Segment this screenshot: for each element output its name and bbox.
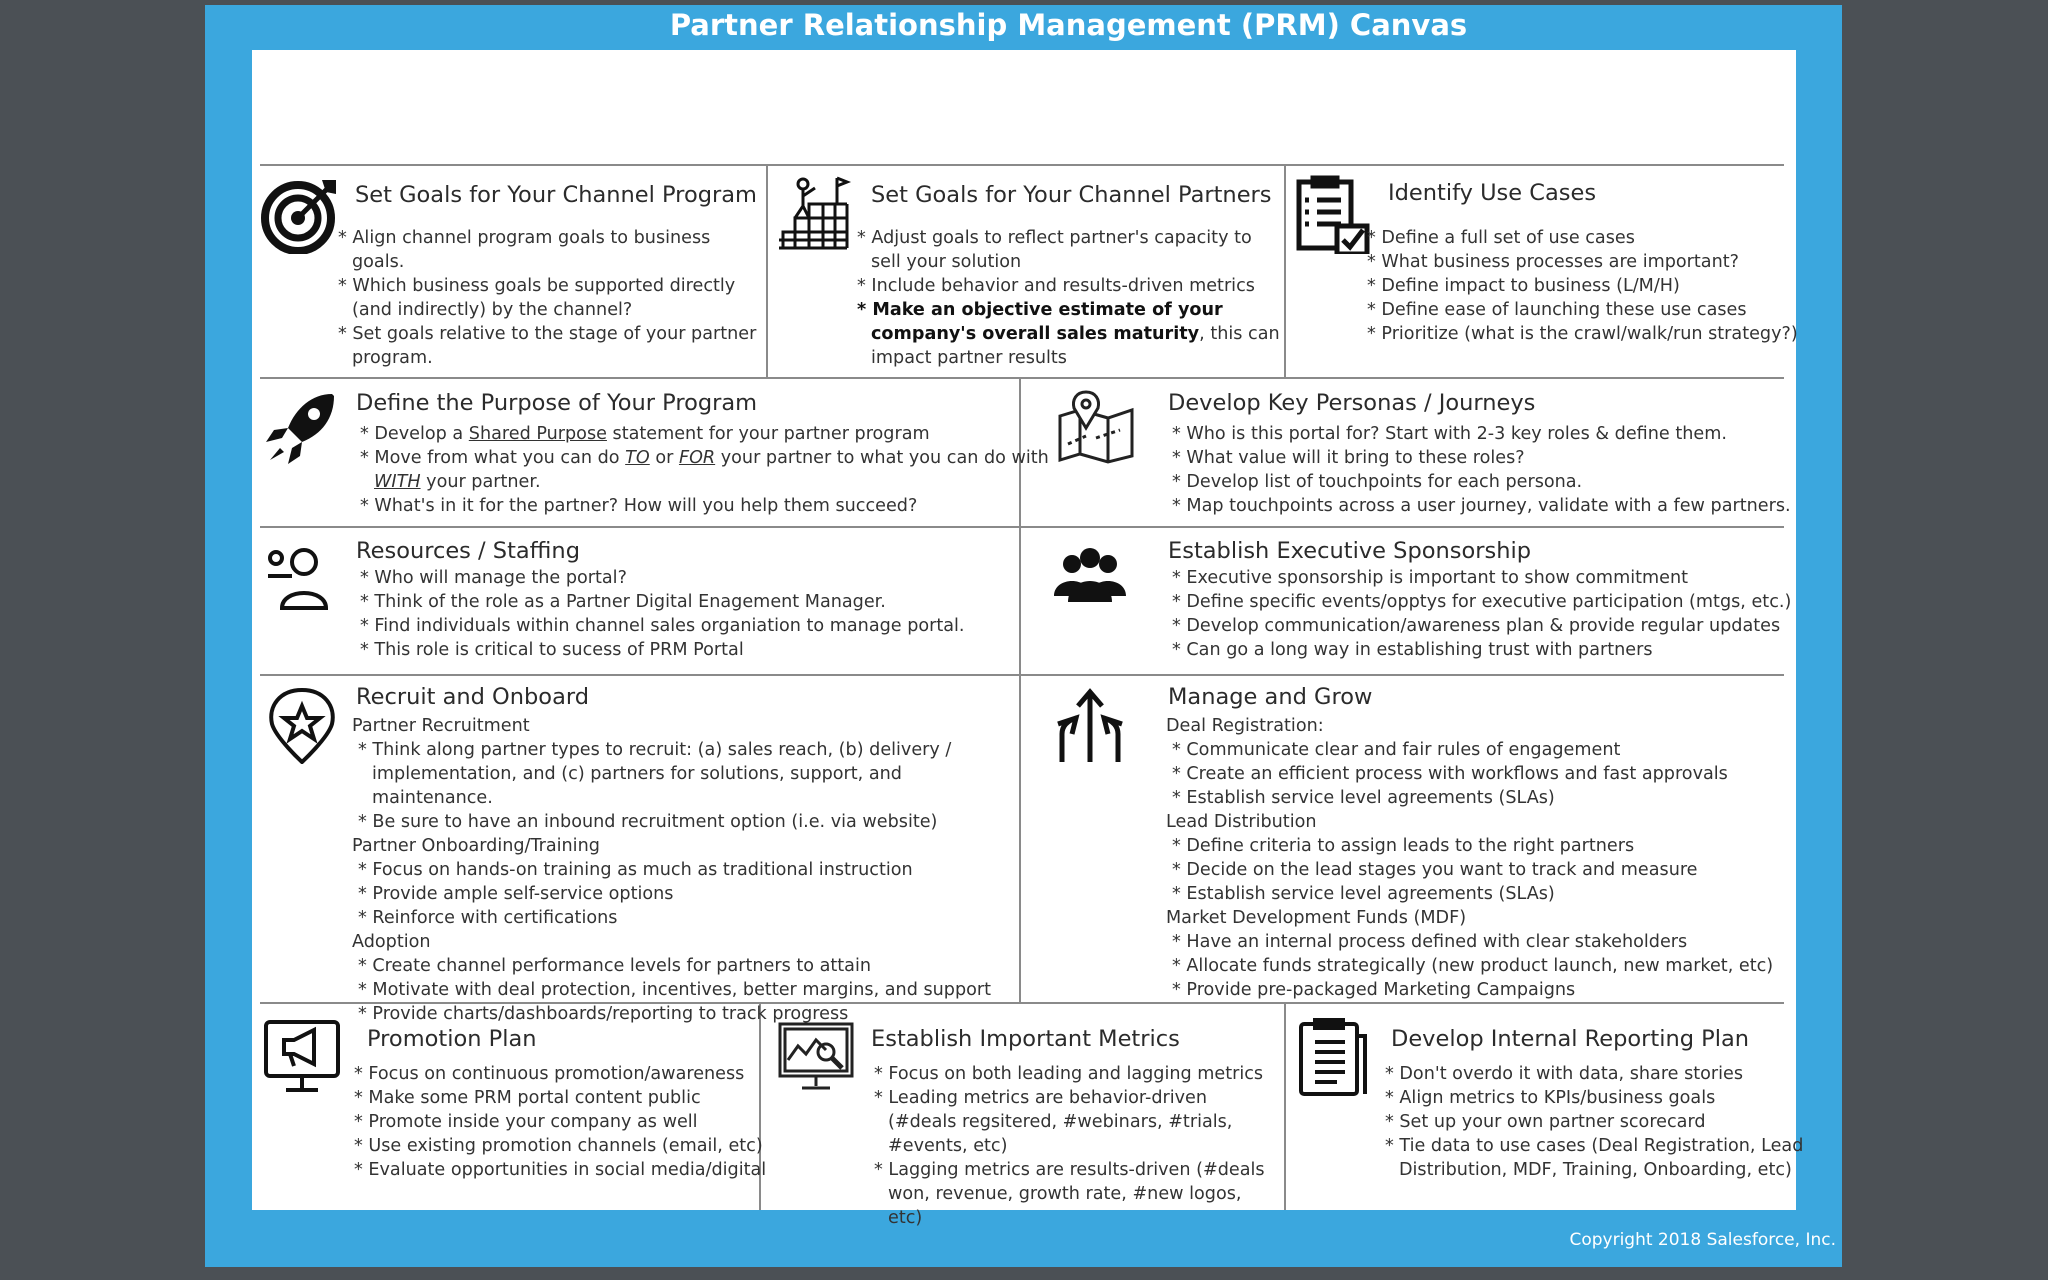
section-items xyxy=(1367,226,1807,346)
document-list-icon xyxy=(1293,1016,1373,1096)
list-item xyxy=(1172,566,1872,590)
page-title: Partner Relationship Management (PRM) Canvas xyxy=(669,8,1468,42)
list-item xyxy=(1172,590,1872,614)
text-segment: * Provide pre-packaged Marketing Campaigns xyxy=(1172,980,1576,1000)
list-item xyxy=(1172,882,1872,906)
list-item xyxy=(1172,978,1872,1002)
list-item xyxy=(1367,274,1807,298)
text-segment: TO xyxy=(625,448,650,468)
list-item xyxy=(1385,1062,1805,1086)
list-item xyxy=(1172,930,1872,954)
list-item xyxy=(1172,954,1872,978)
list-item xyxy=(1367,322,1807,346)
text-segment: * Move from what you can do xyxy=(360,448,626,468)
text-segment: * Establish service level agreements (SLAs) xyxy=(1172,788,1555,808)
text-segment: * What business processes are important? xyxy=(1367,252,1739,272)
list-item xyxy=(1385,1086,1805,1110)
list-item xyxy=(1367,298,1807,322)
text-segment: * What's in it for the partner? How will you help them succeed? xyxy=(360,496,918,516)
list-item xyxy=(360,446,1060,494)
person-gear-icon xyxy=(262,536,342,616)
text-segment: * Define a full set of use cases xyxy=(1367,228,1635,248)
section-heading: Establish Executive Sponsorship xyxy=(1168,538,1532,564)
list-item xyxy=(358,858,1023,882)
subheading xyxy=(352,834,1023,858)
subheading xyxy=(1166,714,1872,738)
text-segment: * Set up your own partner scorecard xyxy=(1385,1112,1706,1132)
list-item xyxy=(857,226,1287,274)
text-segment: Market Development Funds (MDF) xyxy=(1166,908,1467,928)
section-heading: Promotion Plan xyxy=(367,1026,537,1052)
list-item xyxy=(360,494,1060,518)
divider xyxy=(260,377,1784,379)
section-items xyxy=(1172,422,1872,518)
growth-arrows-icon xyxy=(1050,684,1130,764)
subheading xyxy=(352,714,1023,738)
section-heading: Develop Internal Reporting Plan xyxy=(1391,1026,1750,1052)
section-heading: Define the Purpose of Your Program xyxy=(356,390,758,416)
text-segment: or xyxy=(649,448,679,468)
text-segment: * Develop communication/awareness plan & provide regular updates xyxy=(1172,616,1781,636)
clipboard-check-icon xyxy=(1293,174,1373,254)
text-segment: * Define specific events/opptys for executive participation (mtgs, etc.) xyxy=(1172,592,1792,612)
text-segment: Partner Onboarding/Training xyxy=(352,836,600,856)
list-item xyxy=(1172,614,1872,638)
list-item xyxy=(354,1086,774,1110)
list-item xyxy=(1172,422,1872,446)
list-item xyxy=(338,226,758,274)
text-segment: * Promote inside your company as well xyxy=(354,1112,698,1132)
list-item xyxy=(354,1062,774,1086)
list-item xyxy=(358,954,1023,978)
subheading xyxy=(352,930,1023,954)
list-item xyxy=(360,638,1060,662)
divider xyxy=(1284,1002,1286,1210)
text-segment: * Align channel program goals to business goals. xyxy=(338,228,711,272)
list-item xyxy=(358,738,1023,810)
list-item xyxy=(1172,738,1872,762)
section-items xyxy=(360,422,1060,518)
list-item xyxy=(874,1062,1274,1086)
section-heading: Resources / Staffing xyxy=(356,538,580,564)
megaphone-monitor-icon xyxy=(262,1016,342,1096)
text-segment: * Create an efficient process with workflows and fast approvals xyxy=(1172,764,1728,784)
text-segment: * Prioritize (what is the crawl/walk/run strategy?) xyxy=(1367,324,1798,344)
text-segment: * Be sure to have an inbound recruitment option (i.e. via website) xyxy=(358,812,938,832)
list-item xyxy=(358,906,1023,930)
copyright: Copyright 2018 Salesforce, Inc. xyxy=(1569,1230,1836,1250)
text-segment: * Decide on the lead stages you want to track and measure xyxy=(1172,860,1698,880)
text-segment: Lead Distribution xyxy=(1166,812,1317,832)
text-segment: * Develop list of touchpoints for each persona. xyxy=(1172,472,1583,492)
text-segment: * Evaluate opportunities in social media/digital xyxy=(354,1160,767,1180)
list-item xyxy=(360,614,1060,638)
section-items xyxy=(360,566,1060,662)
list-item xyxy=(857,274,1287,298)
text-segment: your partner to what you can do with xyxy=(715,448,1049,468)
text-segment: * Set goals relative to the stage of your partner program. xyxy=(338,324,757,368)
text-segment: * Tie data to use cases (Deal Registration, Lead Distribution, MDF, Training, Onboarding, etc) xyxy=(1385,1136,1804,1180)
text-segment: your partner. xyxy=(420,472,541,492)
text-segment: * Align metrics to KPIs/business goals xyxy=(1385,1088,1716,1108)
text-segment: * Define criteria to assign leads to the right partners xyxy=(1172,836,1635,856)
text-segment: * Who is this portal for? Start with 2-3 key roles & define them. xyxy=(1172,424,1727,444)
text-segment: * Don't overdo it with data, share stories xyxy=(1385,1064,1744,1084)
text-segment: * Which business goals be supported directly (and indirectly) by the channel? xyxy=(338,276,736,320)
list-item xyxy=(1172,470,1872,494)
text-segment: * This role is critical to sucess of PRM Portal xyxy=(360,640,744,660)
text-segment: * Focus on hands-on training as much as traditional instruction xyxy=(358,860,913,880)
text-segment: * Create channel performance levels for partners to attain xyxy=(358,956,872,976)
list-item xyxy=(857,298,1287,370)
text-segment: * Establish service level agreements (SLAs) xyxy=(1172,884,1555,904)
list-item xyxy=(338,322,758,370)
divider xyxy=(260,164,1784,166)
list-item xyxy=(1172,494,1872,518)
section-heading: Identify Use Cases xyxy=(1388,180,1597,206)
map-pin-icon xyxy=(1056,386,1136,466)
text-segment: * Find individuals within channel sales organiation to manage portal. xyxy=(360,616,965,636)
list-item xyxy=(338,274,758,322)
list-item xyxy=(1385,1110,1805,1134)
text-segment: * Can go a long way in establishing trust with partners xyxy=(1172,640,1653,660)
subheading xyxy=(1166,810,1872,834)
rocket-icon xyxy=(262,386,342,466)
list-item xyxy=(358,810,1023,834)
text-segment: , this can impact partner results xyxy=(871,324,1280,368)
text-segment: * Executive sponsorship is important to show commitment xyxy=(1172,568,1689,588)
section-items xyxy=(352,714,1023,1026)
section-items xyxy=(857,226,1287,370)
text-segment: * Provide ample self-service options xyxy=(358,884,674,904)
text-segment: * Use existing promotion channels (email, etc) xyxy=(354,1136,763,1156)
list-item xyxy=(874,1086,1274,1158)
list-item xyxy=(1385,1134,1805,1182)
list-item xyxy=(1172,786,1872,810)
target-icon xyxy=(260,174,340,254)
list-item xyxy=(874,1158,1274,1230)
text-segment: * Include behavior and results-driven metrics xyxy=(857,276,1255,296)
list-item xyxy=(1172,638,1872,662)
text-segment: * Make an objective estimate of your company's overall sales maturity xyxy=(857,300,1223,344)
divider xyxy=(260,674,1784,676)
section-items xyxy=(1172,566,1872,662)
text-segment: * What value will it bring to these roles? xyxy=(1172,448,1525,468)
list-item xyxy=(1367,250,1807,274)
text-segment: FOR xyxy=(678,448,716,468)
text-segment: * Develop a xyxy=(360,424,469,444)
text-segment: * Think of the role as a Partner Digital Enagement Manager. xyxy=(360,592,886,612)
section-heading: Develop Key Personas / Journeys xyxy=(1168,390,1536,416)
star-pin-icon xyxy=(262,684,342,764)
list-item xyxy=(1172,858,1872,882)
list-item xyxy=(354,1134,774,1158)
subheading xyxy=(1166,906,1872,930)
list-item xyxy=(1172,762,1872,786)
text-segment: * Focus on both leading and lagging metrics xyxy=(874,1064,1264,1084)
list-item xyxy=(358,882,1023,906)
climbing-stairs-icon xyxy=(775,174,855,254)
text-segment: Deal Registration: xyxy=(1166,716,1324,736)
section-items xyxy=(1385,1062,1805,1182)
text-segment: * Think along partner types to recruit: (a) sales reach, (b) delivery / implementation, and (c) partners for solutions, support, and maintenance. xyxy=(358,740,952,808)
text-segment: * Leading metrics are behavior-driven (#deals regsitered, #webinars, #trials, #events, etc) xyxy=(874,1088,1233,1156)
group-icon xyxy=(1050,536,1130,616)
text-segment: * Adjust goals to reflect partner's capacity to sell your solution xyxy=(857,228,1252,272)
text-segment: statement for your partner program xyxy=(606,424,930,444)
text-segment: * Reinforce with certifications xyxy=(358,908,618,928)
text-segment: * Focus on continuous promotion/awareness xyxy=(354,1064,745,1084)
list-item xyxy=(354,1110,774,1134)
list-item xyxy=(1172,446,1872,470)
section-heading: Establish Important Metrics xyxy=(871,1026,1180,1052)
section-heading: Manage and Grow xyxy=(1168,684,1373,710)
text-segment: Partner Recruitment xyxy=(352,716,530,736)
section-heading: Set Goals for Your Channel Program xyxy=(355,182,757,208)
text-segment: * Map touchpoints across a user journey, validate with a few partners. xyxy=(1172,496,1791,516)
divider xyxy=(766,164,768,377)
section-items xyxy=(354,1062,774,1182)
section-heading: Set Goals for Your Channel Partners xyxy=(871,182,1272,208)
section-items xyxy=(874,1062,1274,1230)
text-segment: * Motivate with deal protection, incentives, better margins, and support xyxy=(358,980,992,1000)
text-segment: * Lagging metrics are results-driven (#deals won, revenue, growth rate, #new logos, etc) xyxy=(874,1160,1265,1228)
list-item xyxy=(1172,834,1872,858)
list-item xyxy=(358,978,1023,1002)
text-segment: * Have an internal process defined with clear stakeholders xyxy=(1172,932,1688,952)
divider xyxy=(260,526,1784,528)
section-heading: Recruit and Onboard xyxy=(356,684,589,710)
text-segment: * Make some PRM portal content public xyxy=(354,1088,701,1108)
section-items xyxy=(1166,714,1872,1002)
list-item xyxy=(358,1002,1023,1026)
section-items xyxy=(338,226,758,370)
list-item xyxy=(360,590,1060,614)
text-segment: * Communicate clear and fair rules of engagement xyxy=(1172,740,1621,760)
list-item xyxy=(354,1158,774,1182)
list-item xyxy=(360,422,1060,446)
text-segment: * Who will manage the portal? xyxy=(360,568,627,588)
list-item xyxy=(1367,226,1807,250)
text-segment: * Define ease of launching these use cases xyxy=(1367,300,1747,320)
analytics-monitor-icon xyxy=(776,1016,856,1096)
text-segment: * Define impact to business (L/M/H) xyxy=(1367,276,1680,296)
text-segment: * Provide charts/dashboards/reporting to track progress xyxy=(358,1004,849,1024)
text-segment: WITH xyxy=(374,472,421,492)
text-segment: Shared Purpose xyxy=(468,424,607,444)
text-segment: Adoption xyxy=(352,932,431,952)
list-item xyxy=(360,566,1060,590)
text-segment: * Allocate funds strategically (new product launch, new market, etc) xyxy=(1172,956,1774,976)
